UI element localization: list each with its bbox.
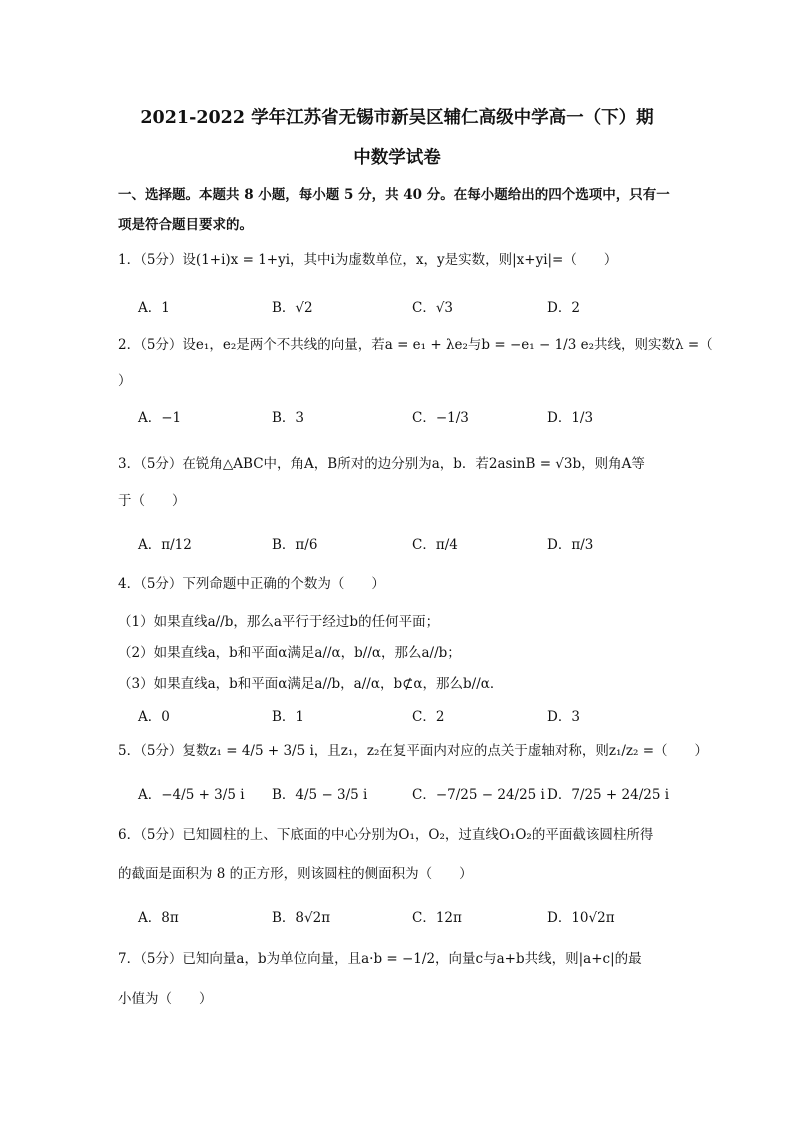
q3-option-b: B．π/6 — [272, 537, 318, 553]
question-4-item-2: （2）如果直线a，b和平面α满足a//α，b//α，那么a//b； — [118, 645, 461, 661]
question-2-stem-line1: 2．（5分）设e₁，e₂是两个不共线的向量，若a = e₁ + λe₂与b = −e₁ − 1/3 e₂共线，则实数λ =（ — [118, 337, 713, 353]
q2-option-c: C．−1/3 — [412, 410, 469, 426]
q5-option-b: B．4/5 − 3/5 i — [272, 787, 368, 803]
q3-option-d: D．π/3 — [547, 537, 594, 553]
q1-option-b: B．√2 — [272, 300, 313, 316]
question-7-stem-line1: 7．（5分）已知向量a，b为单位向量，且a·b = −1/2，向量c与a+b共线，则|a+c|的最 — [118, 951, 642, 967]
question-5-stem: 5．（5分）复数z₁ = 4/5 + 3/5 i，且z₁，z₂在复平面内对应的点关于虚轴对称，则z₁/z₂ =（ ） — [118, 743, 709, 759]
q1-option-d: D．2 — [547, 300, 580, 316]
q2-option-d: D．1/3 — [547, 410, 594, 426]
q5-option-c: C．−7/25 − 24/25 i — [412, 787, 545, 803]
question-6-stem-line2: 的截面是面积为 8 的正方形，则该圆柱的侧面积为（ ） — [118, 866, 473, 882]
q6-option-a: A．8π — [138, 910, 179, 926]
exam-title-line1: 2021-2022 学年江苏省无锡市新吴区辅仁高级中学高一（下）期 — [140, 108, 654, 128]
question-4-item-1: （1）如果直线a//b，那么a平行于经过b的任何平面； — [118, 614, 440, 630]
question-3-options — [138, 526, 698, 560]
q2-option-b: B．3 — [272, 410, 305, 426]
q5-option-a: A．−4/5 + 3/5 i — [138, 787, 245, 803]
q3-option-a: A．π/12 — [138, 537, 192, 553]
question-1-stem: 1．（5分）设(1+i)x = 1+yi，其中i为虚数单位，x，y是实数，则|x+yi|=（ ） — [118, 252, 618, 268]
question-4-options — [138, 698, 698, 732]
question-7-stem-line2: 小值为（ ） — [118, 991, 213, 1007]
question-3-stem-line1: 3．（5分）在锐角△ABC中，角A，B所对的边分别为a，b．若2asinB = √3b，则角A等 — [118, 456, 645, 472]
q3-option-c: C．π/4 — [412, 537, 458, 553]
section-heading-line2: 项是符合题目要求的。 — [118, 217, 253, 233]
q6-option-b: B．8√2π — [272, 910, 331, 926]
question-2-stem-line2: ） — [118, 373, 132, 389]
question-6-options — [138, 899, 698, 933]
q4-option-c: C．2 — [412, 709, 445, 725]
exam-title-line2: 中数学试卷 — [353, 148, 441, 168]
q6-option-d: D．10√2π — [547, 910, 615, 926]
question-3-stem-line2: 于（ ） — [118, 493, 186, 509]
q4-option-d: D．3 — [547, 709, 580, 725]
q4-option-a: A．0 — [138, 709, 170, 725]
question-5-options — [138, 776, 698, 810]
q1-option-c: C．√3 — [412, 300, 454, 316]
question-4-stem: 4．（5分）下列命题中正确的个数为（ ） — [118, 576, 385, 592]
q6-option-c: C．12π — [412, 910, 462, 926]
question-4-item-3: （3）如果直线a，b和平面α满足a//b，a//α，b⊄α，那么b//α． — [118, 676, 504, 692]
section-heading-line1: 一、选择题。本题共 8 小题，每小题 5 分，共 40 分。在每小题给出的四个选项中，只有一 — [118, 187, 670, 203]
question-1-options — [138, 289, 698, 323]
q5-option-d: D．7/25 + 24/25 i — [547, 787, 670, 803]
question-2-options — [138, 399, 698, 433]
q2-option-a: A．−1 — [138, 410, 182, 426]
question-6-stem-line1: 6．（5分）已知圆柱的上、下底面的中心分别为O₁，O₂，过直线O₁O₂的平面截该圆柱所得 — [118, 827, 654, 843]
q1-option-a: A．1 — [138, 300, 170, 316]
q4-option-b: B．1 — [272, 709, 305, 725]
